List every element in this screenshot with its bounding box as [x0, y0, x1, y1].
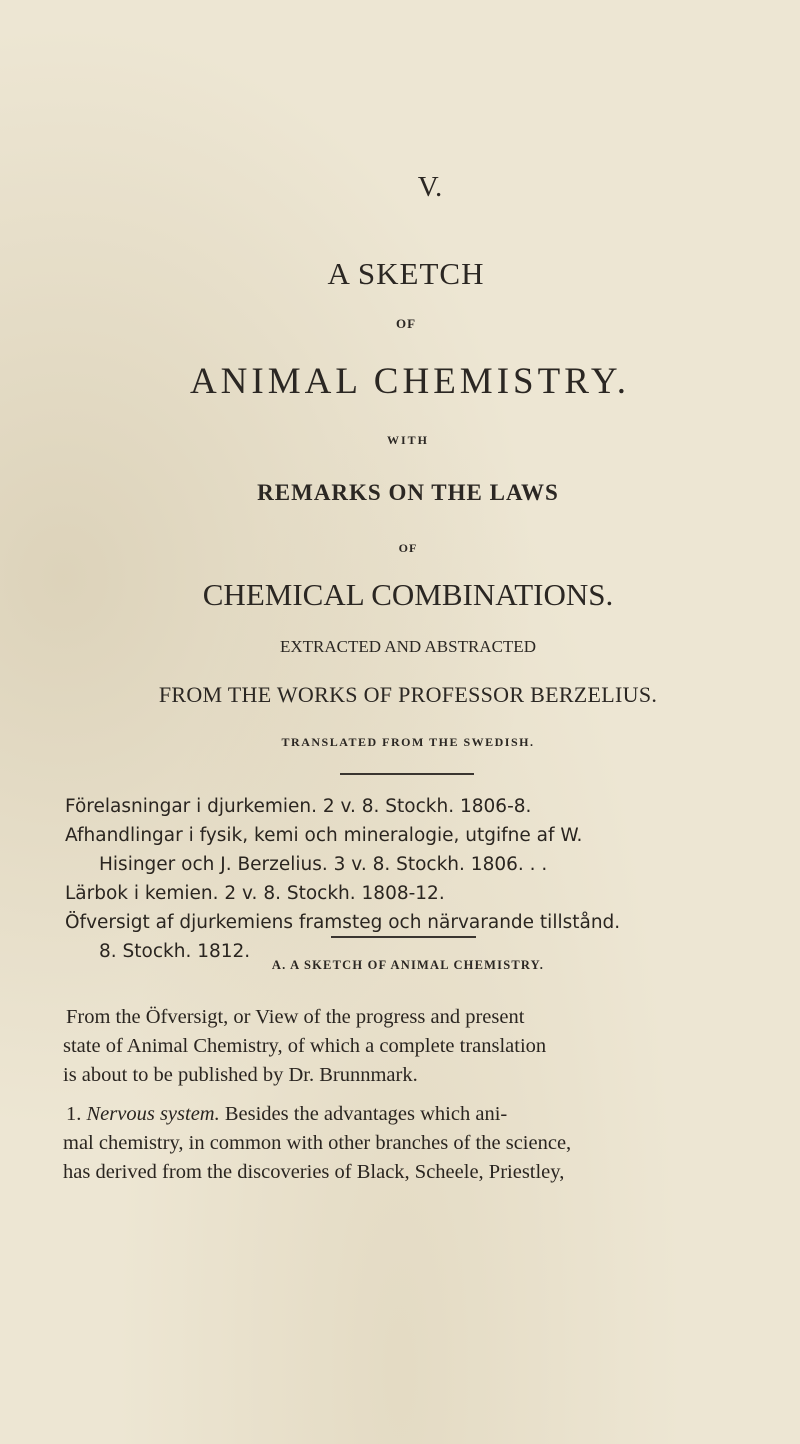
paragraph-heading: Nervous system. [86, 1103, 220, 1125]
intro-paragraph [63, 1003, 763, 1090]
title-remarks: REMARKS ON THE LAWS [257, 480, 559, 505]
paragraph-number: 1. [66, 1103, 82, 1125]
title-chemical-combinations: CHEMICAL COMBINATIONS. [202, 577, 614, 612]
title-translated: TRANSLATED FROM THE SWEDISH. [281, 735, 535, 749]
title-animal-chemistry: ANIMAL CHEMISTRY. [189, 361, 631, 402]
reference-item-continuation: 8. Stockh. 1812. [99, 941, 251, 962]
paragraph-line: state of Animal Chemistry, of which a complete translation [63, 1035, 547, 1057]
title-from-works: FROM THE WORKS OF PROFESSOR BERZELIUS. [158, 682, 658, 707]
title-with: WITH [386, 433, 429, 447]
chapter-numeral: V. [417, 171, 443, 203]
reference-item: Lärbok i kemien. 2 v. 8. Stockh. 1808-12. [65, 883, 445, 904]
title-of: OF [395, 316, 417, 331]
reference-list [65, 792, 765, 966]
nervous-system-paragraph [63, 1100, 763, 1187]
title-a-sketch: A SKETCH [327, 256, 485, 291]
title-extracted: EXTRACTED AND ABSTRACTED [280, 637, 536, 656]
reference-item: Afhandlingar i fysik, kemi och mineralogie, utgifne af W. [65, 825, 583, 846]
paragraph-first-line [63, 1100, 763, 1129]
reference-item-continuation: Hisinger och J. Berzelius. 3 v. 8. Stockh. 1806. . . [99, 854, 548, 875]
section-heading: A. A SKETCH OF ANIMAL CHEMISTRY. [271, 958, 545, 972]
paragraph-line: has derived from the discoveries of Black, Scheele, Priestley, [63, 1161, 565, 1183]
divider-rule [340, 773, 474, 775]
title-of-2: OF [398, 541, 418, 555]
paragraph-text: Besides the advantages which ani- [224, 1103, 508, 1125]
reference-item: Öfversigt af djurkemiens framsteg och närvarande tillstånd. [65, 912, 621, 933]
paragraph-line: From the Öfversigt, or View of the progress and present [66, 1006, 525, 1028]
divider-rule [331, 936, 476, 938]
paragraph-line: is about to be published by Dr. Brunnmark. [63, 1064, 418, 1086]
reference-item: Förelasningar i djurkemien. 2 v. 8. Stockh. 1806-8. [65, 796, 532, 817]
paragraph-line: mal chemistry, in common with other branches of the science, [63, 1132, 572, 1154]
